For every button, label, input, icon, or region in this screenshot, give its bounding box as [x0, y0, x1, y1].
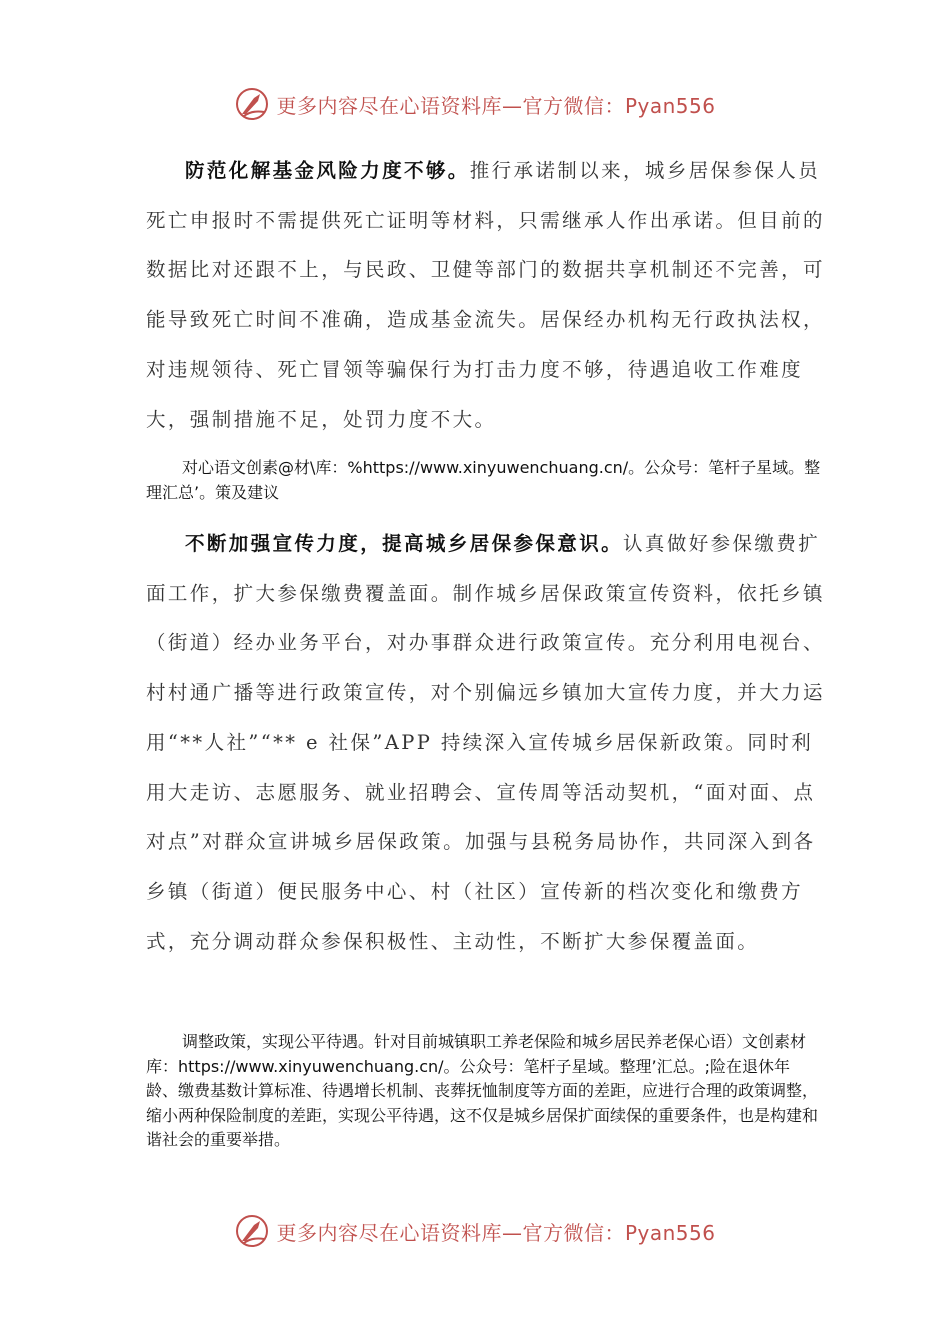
- paragraph-lead: 不断加强宣传力度，提高城乡居保参保意识。: [185, 532, 624, 555]
- paragraph-note: 对心语文创素@材\库：%https://www.xinyuwenchuang.cn/。公众号：笔杆子星域。整理汇总’。策及建议: [146, 458, 821, 502]
- paragraph-lead: 防范化解基金风险力度不够。: [185, 159, 470, 182]
- paragraph-publicity: [146, 519, 826, 966]
- footer-watermark: [0, 1211, 950, 1251]
- watermark-text: 更多内容尽在心语资料库—官方微信：Pyan556: [276, 93, 716, 118]
- paragraph-body: 认真做好参保缴费扩面工作，扩大参保缴费覆盖面。制作城乡居保政策宣传资料，依托乡镇（街道）经办业务平台，对办事群众进行政策宣传。充分利用电视台、村村通广播等进行政策宣传，对个别偏远乡镇加大宣传力度，并大力运用“**人社”“** e 社保”APP 持续深入宣传城乡居保新政策。同时利用大走访、志愿服务、就业招聘会、宣传周等活动契机，“面对面、点对点”对群众宣讲城乡居保政策。加强与县税务局协作，共同深入到各乡镇（街道）便民服务中心、村（社区）宣传新的档次变化和缴费方式，充分调动群众参保积极性、主动性，不断扩大参保覆盖面。: [146, 532, 825, 953]
- paragraph-policy-adjustment: 调整政策，实现公平待遇。针对目前城镇职工养老保险和城乡居民养老保心语）文创素材库：https://www.xinyuwenchuang.cn/。公众号：笔杆子星域。整理’汇总。;险在退休年龄、缴费基数计算标准、待遇增长机制、丧葬抚恤制度等方面的差距，应进行合理的政策调整，缩小两种保险制度的差距，实现公平待遇，这不仅是城乡居保扩面续保的重要条件，也是构建和谐社会的重要举措。: [146, 1032, 819, 1149]
- pen-nib-logo-icon: [234, 86, 270, 122]
- pen-nib-logo-icon: [234, 1213, 270, 1249]
- paragraph-fund-risk: [146, 146, 826, 444]
- watermark-text: 更多内容尽在心语资料库—官方微信：Pyan556: [276, 1220, 716, 1245]
- header-watermark: [0, 84, 950, 124]
- paragraph-body: 推行承诺制以来，城乡居保参保人员死亡申报时不需提供死亡证明等材料，只需继承人作出承诺。但目前的数据比对还跟不上，与民政、卫健等部门的数据共享机制还不完善，可能导致死亡时间不准确，造成基金流失。居保经办机构无行政执法权，对违规领待、死亡冒领等骗保行为打击力度不够，待遇追收工作难度大，强制措施不足，处罚力度不大。: [146, 159, 825, 431]
